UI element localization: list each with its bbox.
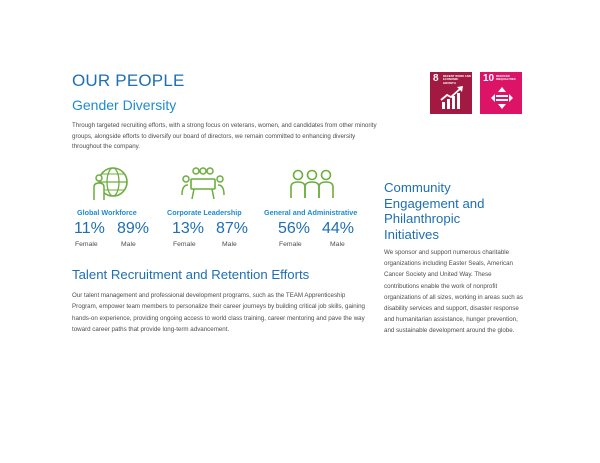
stat-label-corporate-leadership: Corporate Leadership [167,208,242,217]
community-heading: Community Engagement and Philanthropic Initiatives [384,180,485,242]
sdg-8-number: 8 [433,73,439,84]
globe-person-icon [92,165,130,201]
stat-label-global-workforce: Global Workforce [77,208,137,217]
group-people-icon [288,165,336,201]
community-paragraph: We sponsor and support numerous charitable organizations including Easter Seals, American Cancer Society and United Way. These contributions enable the work of nonprofit organizations of all sizes, working in areas such as disability services and support, disaster response and humanitarian assistance, hunger prevention, and sustainable development around the globe. [384,249,523,335]
gender-label-male: Male [222,241,237,248]
meeting-table-icon [180,165,226,201]
section-subtitle-gender-diversity: Gender Diversity [72,97,177,113]
sdg-8-text: DECENT WORK AND ECONOMIC GROWTH [443,74,471,85]
stat-label-general-administrative: General and Administrative [264,208,358,217]
general-admin-male-pct: 44% [322,220,355,237]
gender-label-female: Female [75,241,98,248]
global-workforce-female-pct: 11% [74,220,105,237]
gender-label-male: Male [121,241,136,248]
corporate-leadership-female-pct: 13% [172,220,205,237]
corporate-leadership-male-pct: 87% [216,220,249,237]
sdg-8-badge [430,72,472,114]
intro-paragraph: Through targeted recruiting efforts, with a strong focus on veterans, women, and candidates from other minority groups, alongside efforts to diversify our board of directors, we remain committed to enhancing diversity throughout the company. [72,122,377,151]
talent-heading: Talent Recruitment and Retention Efforts [72,267,310,282]
sdg-10-number: 10 [483,73,495,84]
growth-chart-icon [440,86,464,110]
global-workforce-male-pct: 89% [117,220,150,237]
sdg-10-badge [480,72,522,114]
gender-label-male: Male [330,241,345,248]
gender-label-female: Female [173,241,196,248]
general-admin-female-pct: 56% [278,220,311,237]
equality-icon [490,86,514,110]
sdg-10-text: REDUCED INEQUALITIES [496,74,516,82]
talent-paragraph: Our talent management and professional development programs, such as the TEAM Apprenticeship Program, empower team members to personalize their career journeys by building critical job skills, gaining hands-on experience, providing ongoing access to world class training, career mentoring and pave the way toward career paths that provide long-term advancement. [72,292,366,334]
page-title: OUR PEOPLE [72,71,185,90]
gender-label-female: Female [279,241,302,248]
